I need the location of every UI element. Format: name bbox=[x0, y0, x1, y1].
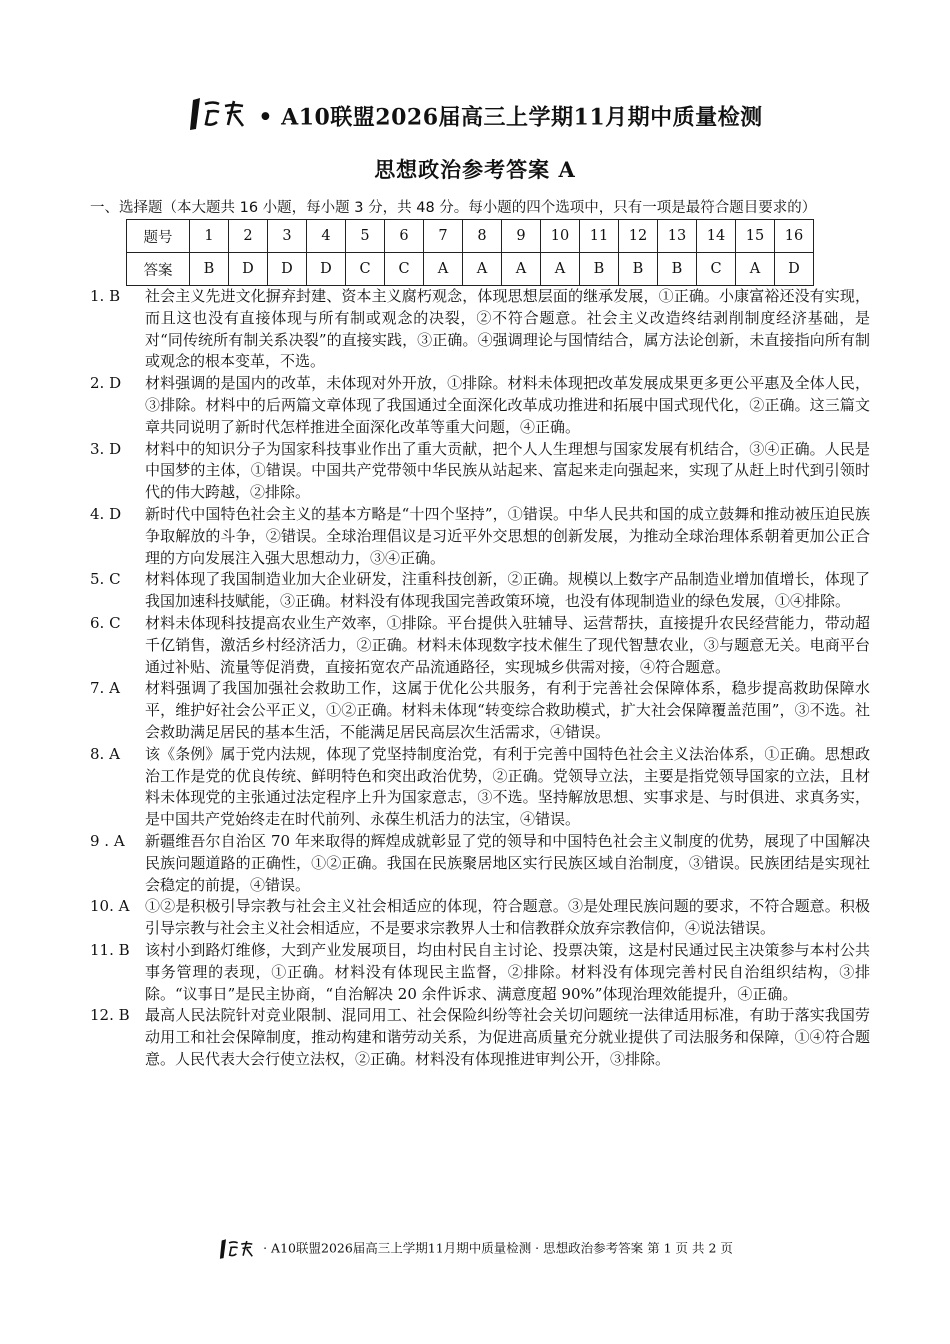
item-explanation: ①②是积极引导宗教与社会主义社会相适应的体现，符合题意。③是处理民族问题的要求，不符合题意。积极引导宗教与社会主义社会相适应，不是要求宗教界人士和信教群众放弃宗教信仰，④说法错误。 bbox=[145, 897, 870, 938]
brand-logo bbox=[187, 96, 249, 136]
item-explanation: 新疆维吾尔自治区 70 年来取得的辉煌成就彰显了党的领导和中国特色社会主义制度的优势，展现了中国解决民族问题道路的正确性，①②正确。我国在民族聚居地区实行民族区域自治制度，③错误。民族团结是实现社会稳定的前提，④错误。 bbox=[145, 831, 870, 894]
answer-cell: D bbox=[307, 253, 346, 286]
question-number-cell: 11 bbox=[580, 220, 619, 253]
item-explanation: 材料中的知识分子为国家科技事业作出了重大贡献，把个人人生理想与国家发展有机结合，③④正确。人民是中国梦的主体，①错误。中国共产党带领中华民族从站起来、富起来走向强起来，实现了从赶上时代到引领时代的伟大跨越，②排除。 bbox=[145, 439, 870, 502]
item-number: 11. B bbox=[90, 940, 130, 959]
explanation-list bbox=[90, 286, 870, 1071]
answer-cell: C bbox=[385, 253, 424, 286]
item-number: 8. A bbox=[90, 744, 120, 763]
answer-key-title: 思想政治参考答案 A bbox=[374, 157, 576, 182]
explanation-item bbox=[90, 940, 870, 1005]
question-number-cell: 12 bbox=[619, 220, 658, 253]
explanation-item bbox=[90, 896, 870, 940]
item-explanation: 该《条例》属于党内法规，体现了党坚持制度治党，有利于完善中国特色社会主义法治体系，①正确。思想政治工作是党的优良传统、鲜明特色和突出政治优势，②正确。党领导立法，主要是指党领导国家的立法，且材料未体现党的主张通过法定程序上升为国家意志，③不选。坚持解放思想、实事求是、与时俱进、求真务实，是中国共产党始终走在时代前列、永葆生机活力的法宝，④错误。 bbox=[145, 744, 870, 829]
question-number-cell: 1 bbox=[190, 220, 229, 253]
item-number: 1. B bbox=[90, 287, 121, 305]
answer-cell: A bbox=[502, 253, 541, 286]
question-number-cell: 15 bbox=[736, 220, 775, 253]
question-number-cell: 4 bbox=[307, 220, 346, 253]
item-number: 5. C bbox=[90, 570, 121, 589]
question-number-cell: 9 bbox=[502, 220, 541, 253]
item-explanation: 该村小到路灯维修，大到产业发展项目，均由村民自主讨论、投票决策，这是村民通过民主决策参与本村公共事务管理的表现，①正确。材料没有体现民主监督，②排除。材料没有体现完善村民自治组织结构，③排除。“议事日”是民主协商，“自治解决 20 余件诉求、满意度超 90%”体现治理效能提升，④正确。 bbox=[145, 940, 870, 1003]
row-label-answers: 答案 bbox=[127, 253, 190, 286]
item-explanation: 社会主义先进文化摒弃封建、资本主义腐朽观念，体现思想层面的继承发展，①正确。小康富裕还没有实现，而且这也没有直接体现与所有制或观念的决裂，②不符合题意。社会主义改造终结剥削制度经济基础，是对“同传统所有制关系决裂”的直接实践，③正确。④强调理论与国情结合，属方法论创新，未直接指向所有制或观念的根本变革，不选。 bbox=[145, 287, 870, 371]
footer-brand-logo bbox=[217, 1238, 257, 1260]
item-number: 2. D bbox=[90, 374, 122, 393]
explanation-item bbox=[90, 373, 870, 438]
answer-cell: A bbox=[424, 253, 463, 286]
item-number: 9 . A bbox=[90, 831, 125, 850]
explanation-item bbox=[90, 286, 870, 373]
item-number: 3. D bbox=[90, 439, 122, 458]
page-footer bbox=[0, 1238, 950, 1260]
section-heading: 一、选择题（本大题共 16 小题，每小题 3 分，共 48 分。每小题的四个选项中，只有一项是最符合题目要求的） bbox=[90, 200, 817, 216]
answer-cell: A bbox=[541, 253, 580, 286]
question-number-cell: 5 bbox=[346, 220, 385, 253]
answer-cell: A bbox=[463, 253, 502, 286]
answer-cell: B bbox=[190, 253, 229, 286]
answer-cell: A bbox=[736, 253, 775, 286]
item-explanation: 新时代中国特色社会主义的基本方略是“十四个坚持”，①错误。中华人民共和国的成立鼓舞和推动被压迫民族争取解放的斗争，②错误。全球治理倡议是习近平外交思想的创新发展，为推动全球治理体系朝着更加公正合理的方向发展注入强大思想动力，③④正确。 bbox=[145, 504, 870, 567]
item-explanation: 材料强调的是国内的改革，未体现对外开放，①排除。材料未体现把改革发展成果更多更公平惠及全体人民，③排除。材料中的后两篇文章体现了我国通过全面深化改革成功推进和拓展中国式现代化，②正确。这三篇文章共同说明了新时代怎样推进全面深化改革等重大问题，④正确。 bbox=[145, 374, 870, 436]
explanation-item bbox=[90, 831, 870, 896]
item-number: 4. D bbox=[90, 504, 122, 523]
explanation-item bbox=[90, 504, 870, 569]
item-number: 6. C bbox=[90, 613, 121, 632]
answer-cell: C bbox=[346, 253, 385, 286]
question-number-cell: 16 bbox=[775, 220, 814, 253]
explanation-item bbox=[90, 439, 870, 504]
item-explanation: 材料体现了我国制造业加大企业研发，注重科技创新，②正确。规模以上数字产品制造业增加值增长，体现了我国加速科技赋能，③正确。材料没有体现我国完善政策环境，也没有体现制造业的绿色发展，①④排除。 bbox=[145, 570, 870, 611]
answer-cell: C bbox=[697, 253, 736, 286]
question-number-cell: 3 bbox=[268, 220, 307, 253]
question-number-row bbox=[127, 220, 814, 253]
answer-row bbox=[127, 253, 814, 286]
question-number-cell: 7 bbox=[424, 220, 463, 253]
answer-cell: B bbox=[658, 253, 697, 286]
footer-text: · A10联盟2026届高三上学期11月期中质量检测 · 思想政治参考答案 第 1 页 共 2 页 bbox=[263, 1240, 733, 1256]
answer-cell: B bbox=[580, 253, 619, 286]
answer-cell: D bbox=[229, 253, 268, 286]
item-number: 12. B bbox=[90, 1006, 130, 1025]
explanation-item bbox=[90, 1005, 870, 1070]
question-number-cell: 8 bbox=[463, 220, 502, 253]
question-number-cell: 14 bbox=[697, 220, 736, 253]
question-number-cell: 10 bbox=[541, 220, 580, 253]
row-label-numbers: 题号 bbox=[127, 220, 190, 253]
exam-title: • A10联盟2026届高三上学期11月期中质量检测 bbox=[258, 104, 763, 131]
answer-table bbox=[126, 219, 814, 286]
answer-cell: D bbox=[268, 253, 307, 286]
explanation-item bbox=[90, 569, 870, 613]
answer-cell: D bbox=[775, 253, 814, 286]
question-number-cell: 6 bbox=[385, 220, 424, 253]
explanation-item bbox=[90, 613, 870, 678]
item-explanation: 最高人民法院针对竞业限制、混同用工、社会保险纠纷等社会关切问题统一法律适用标准，有助于落实我国劳动用工和社会保障制度，推动构建和谐劳动关系，为促进高质量充分就业提供了司法服务和保障，①④符合题意。人民代表大会行使立法权，②正确。材料没有体现推进审判公开，③排除。 bbox=[145, 1006, 870, 1068]
question-number-cell: 13 bbox=[658, 220, 697, 253]
item-number: 7. A bbox=[90, 679, 120, 698]
document-header bbox=[0, 96, 950, 136]
explanation-item bbox=[90, 678, 870, 743]
item-number: 10. A bbox=[90, 897, 130, 916]
item-explanation: 材料强调了我国加强社会救助工作，这属于优化公共服务，有利于完善社会保障体系，稳步提高救助保障水平，维护好社会公平正义，①②正确。材料未体现“转变综合救助模式，扩大社会保障覆盖范围”，③不选。社会救助满足居民的基本生活，不能满足居民高层次生活需求，④错误。 bbox=[145, 679, 870, 741]
question-number-cell: 2 bbox=[229, 220, 268, 253]
explanation-item bbox=[90, 744, 870, 831]
item-explanation: 材料未体现科技提高农业生产效率，①排除。平台提供入驻辅导、运营帮扶，直接提升农民经营能力，带动超千亿销售，激活乡村经济活力，②正确。材料未体现数字技术催生了现代智慧农业，③与题意无关。电商平台通过补贴、流量等促消费，直接拓宽农产品流通路径，实现城乡供需对接，④符合题意。 bbox=[145, 613, 870, 676]
answer-cell: B bbox=[619, 253, 658, 286]
